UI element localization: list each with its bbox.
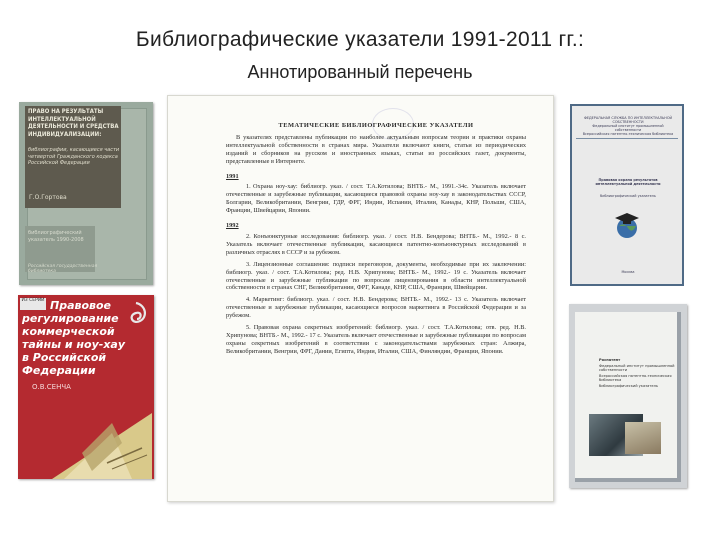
book-cover-trade-secret (18, 295, 154, 479)
book-org-line: Роспатент (599, 358, 621, 362)
bibliography-entry (226, 183, 526, 215)
book-author: О.В.СЕНЧА (32, 383, 71, 391)
entry-text: Охрана ноу-хау: библиогр. указ. / сост. Т.А.Котилова; ВНТБ.- М., 1991.-34с. Указатель включает отечественные и зарубежные публикации, касающиеся правовой охраны ноу-хау в законодательствах СССР, Болгарии, Великобритании, Венгрии, ГДР, ФРГ, Индии, Испании, Италии, Канады, КНР, Польши, США, Франции, Швейцарии, Японии. (226, 183, 527, 215)
entry-text: Маркетинг: библиогр. указ. / сост. Н.В. Бендерова; ВНТБ.- М., 1992.- 13 с. Указатель включает отечественные и зарубежные публикации, касающиеся вопросов маркетинга в Российской Федерации и за рубежом. (226, 296, 526, 320)
book-title: Правовая охрана результатов интеллектуальной деятельности (595, 178, 661, 186)
book-city: Москва (621, 270, 635, 274)
year-heading: 1992 (226, 222, 239, 230)
book-cover-illustration (52, 393, 152, 479)
book-institute-line: Федеральный институт промышленной собственности (592, 124, 664, 132)
bibliography-entry (226, 296, 526, 320)
document-heading: ТЕМАТИЧЕСКИЕ БИБЛИОГРАФИЧЕСКИЕ УКАЗАТЕЛИ (278, 122, 474, 129)
book-org-line: ФЕДЕРАЛЬНАЯ СЛУЖБА ПО ИНТЕЛЛЕКТУАЛЬНОЙ СОБСТВЕННОСТИ (583, 116, 673, 124)
year-heading: 1991 (226, 172, 239, 180)
bibliography-document-page (167, 95, 554, 502)
entry-number: 1. (246, 183, 251, 191)
book-cover-page (575, 312, 681, 482)
slide-subtitle: Аннотированный перечень (247, 62, 473, 82)
globe-graduation-cap-icon (612, 210, 642, 240)
book-title: ПРАВО НА РЕЗУЛЬТАТЫ ИНТЕЛЛЕКТУАЛЬНОЙ ДЕЯТЕЛЬНОСТИ И СРЕДСТВА ИНДИВИДУАЛИЗАЦИИ: (28, 108, 119, 138)
entry-text: Лицензионные соглашения: подписи переговоров, документы, необходимые при их заключении: библиогр. указ. / сост. Т.А.Котилова; ред. Н.В. Хрипунова; ВНТБ.- М., 1992.- 19 с. Указатель включает отечественные и зарубежные публикации по вопросам лицензирования в области интеллектуальной собственности в странах СНГ, Великобритании, ФРГ, Канаде, КНР, США, Франции, Швейцарии. (226, 260, 526, 292)
swirl-logo-icon (122, 299, 150, 339)
document-intro: В указателях представлены публикации по наиболее актуальным вопросам теории и практики охраны интеллектуальной собственности в странах мира. Указатели включают книги, статьи из периодических изданий и сборников на русском и иностранных языках, статьи из российских газет, документы, представленные в Интернете. (226, 133, 526, 165)
book-subtitle: библиографический указатель (599, 384, 659, 388)
book-title: Правовое регулирование коммерческой тайны и ноу-хау в Российской Федерации (22, 299, 126, 377)
entry-number: 4. (246, 296, 251, 304)
book-cover-library-guide (569, 304, 687, 488)
book-institute-line: Федеральный институт промышленной собственности (599, 364, 675, 373)
document-body (226, 122, 526, 360)
book-subtitle: библиографический указатель (600, 194, 656, 198)
entry-number: 2. (246, 232, 251, 240)
book-series-label: ИЗ СЕРИИ (20, 298, 46, 310)
bibliography-entry (226, 324, 526, 356)
book-library-line: Всероссийская патентно-техническая библиотека (599, 374, 672, 383)
book-library-line: Всероссийская патентно-техническая библиотека (582, 132, 674, 136)
entry-number: 3. (246, 260, 251, 268)
bibliography-entry (226, 233, 526, 257)
bibliography-entry (226, 261, 526, 293)
book-publisher: Российская государственная библиотека (28, 264, 98, 274)
slide-title: Библиографические указатели 1991-2011 гг.: (135, 28, 585, 51)
book-cover-intellectual-property (19, 102, 153, 285)
book-cover-legal-protection (570, 104, 684, 286)
book-lower-text: библиографический указатель 1990-2008 (28, 230, 84, 243)
book-subtitle: библиографии, касающиеся части четвертой Гражданского кодекса Российской Федерации (28, 147, 120, 166)
book-cover-photo-secondary (625, 422, 661, 454)
entry-text: Конъюнктурные исследования: библиогр. указ. / сост. Н.В. Бендерова; ВНТБ.- М., 1992.- 8 с. Указатель включает отечественные публикации, касающиеся патентно-конъюнктурных исследований в различных отраслях в СССР и за рубежом. (226, 232, 526, 256)
book-author: Г.О.Гортова (29, 194, 67, 201)
entry-text: Правовая охрана секретных изобретений: библиогр. указ. / сост. Т.А.Котилова; отв. ред. Н.В. Хрипунова; ВНТБ.- М., 1992.- 17 с. Указатель включает отечественные и зарубежные публикации по вопросам охраны секретных изобретений в соответствии с законодательствами зарубежных стран: Алжира, Великобритании, Венгрии, ФРГ, Дании, Египта, Индии, Италии, США, Финляндии, Франции, Японии. (226, 324, 526, 355)
entry-number: 5. (246, 324, 251, 332)
